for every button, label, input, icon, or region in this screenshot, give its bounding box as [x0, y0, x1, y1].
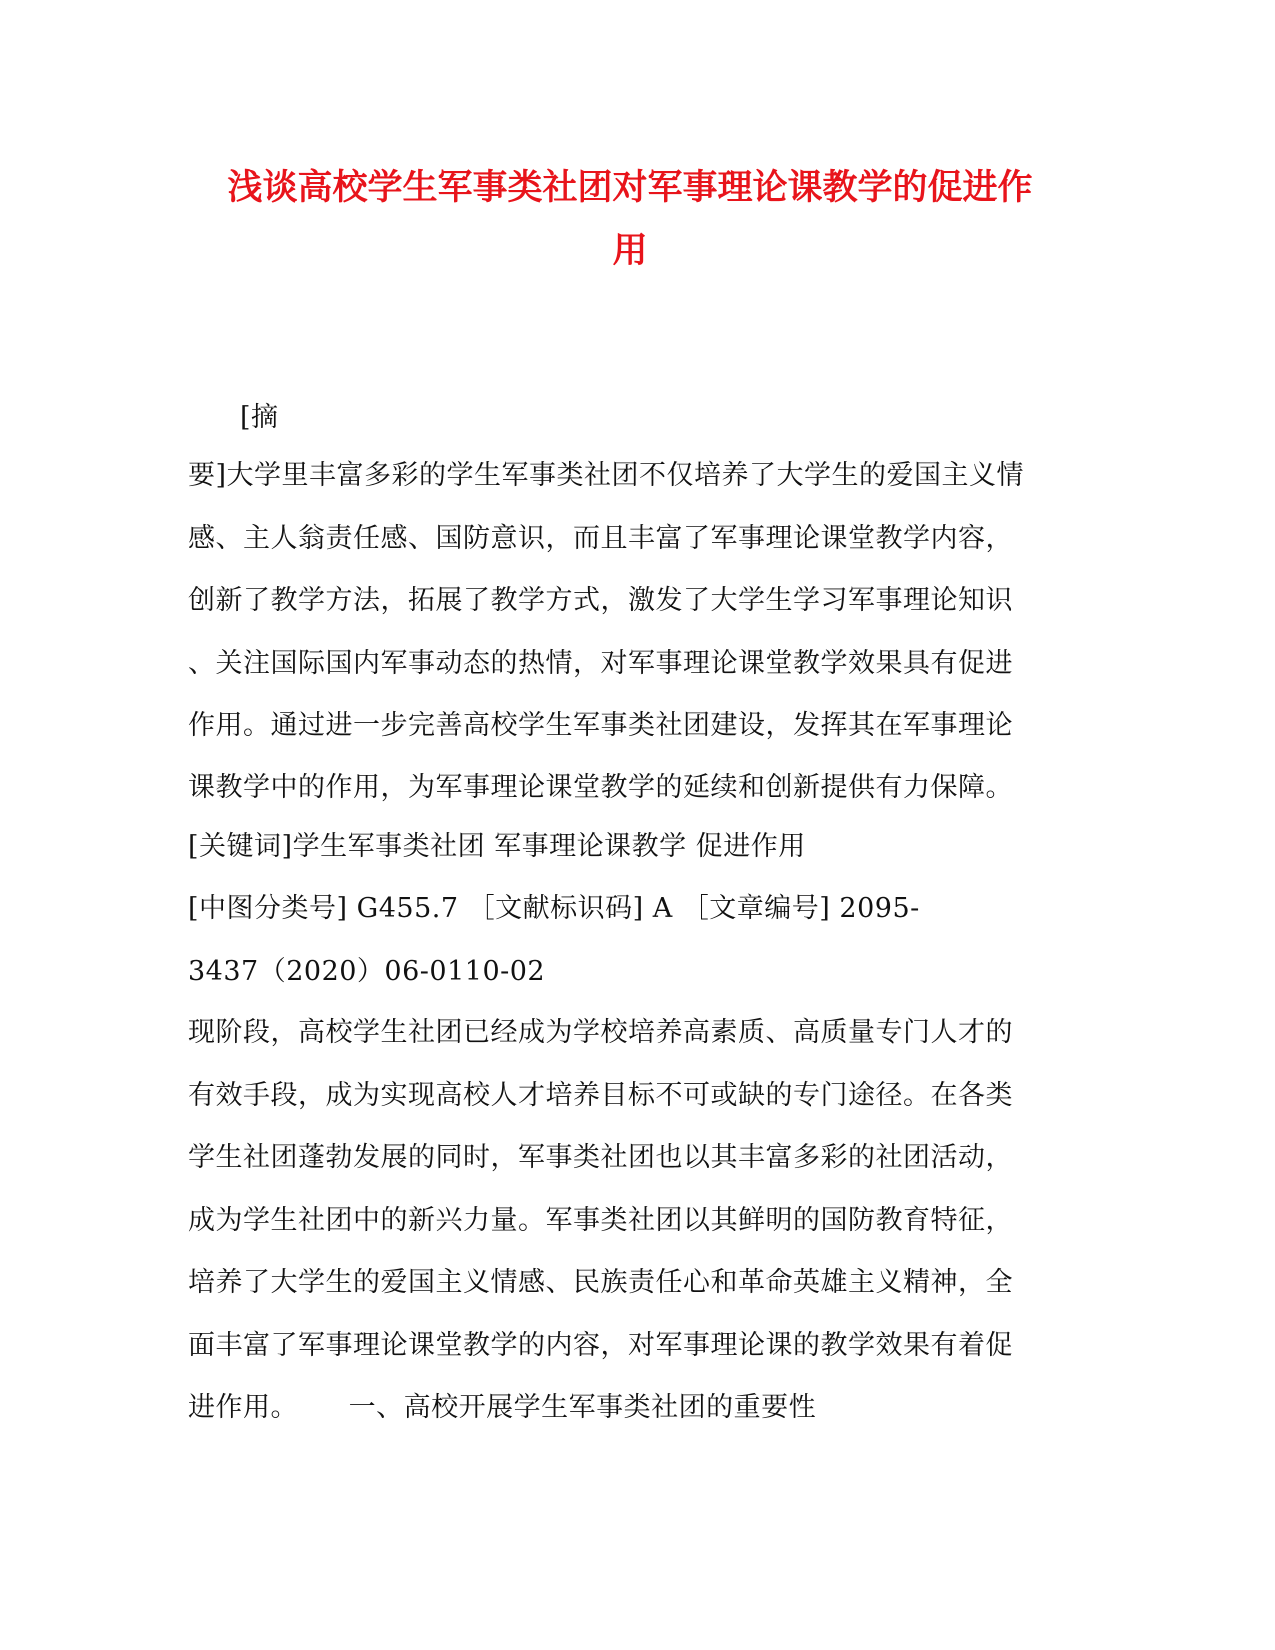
abstract-line: 课教学中的作用，为军事理论课堂教学的延续和创新提供有力保障。: [188, 772, 1013, 803]
keywords-line: [关键词]学生军事类社团 军事理论课教学 促进作用: [188, 831, 806, 862]
body-line: 培养了大学生的爱国主义情感、民族责任心和革命英雄主义精神，全: [188, 1267, 1013, 1298]
section-heading-line: 进作用。 一、高校开展学生军事类社团的重要性: [188, 1392, 817, 1423]
article-number-line: 3437（2020）06-0110-02: [188, 956, 546, 987]
abstract-line: 创新了教学方法，拓展了教学方式，激发了大学生学习军事理论知识: [188, 585, 1013, 616]
body-line: 现阶段，高校学生社团已经成为学校培养高素质、高质量专门人才的: [188, 1017, 1013, 1048]
body-line: 学生社团蓬勃发展的同时，军事类社团也以其丰富多彩的社团活动，: [188, 1142, 1013, 1173]
abstract-line: 要]大学里丰富多彩的学生军事类社团不仅培养了大学生的爱国主义情: [188, 460, 1025, 491]
body-line: 面丰富了军事理论课堂教学的内容，对军事理论课的教学效果有着促: [188, 1330, 1013, 1361]
classification-line: [中图分类号] G455.7 ［文献标识码] A ［文章编号] 2095-: [188, 893, 920, 924]
body-line: 成为学生社团中的新兴力量。军事类社团以其鲜明的国防教育特征，: [188, 1205, 1013, 1236]
abstract-line: 、关注国际国内军事动态的热情，对军事理论课堂教学效果具有促进: [188, 648, 1013, 679]
abstract-label-line: [摘: [240, 402, 279, 433]
body-line: 有效手段，成为实现高校人才培养目标不可或缺的专门途径。在各类: [188, 1080, 1013, 1111]
document-title-line-1: 浅谈高校学生军事类社团对军事理论课教学的促进作: [227, 168, 1033, 208]
abstract-line: 感、主人翁责任感、国防意识，而且丰富了军事理论课堂教学内容，: [188, 523, 1013, 554]
abstract-line: 作用。通过进一步完善高校学生军事类社团建设，发挥其在军事理论: [188, 710, 1013, 741]
document-title-line-2: 用: [612, 231, 648, 271]
